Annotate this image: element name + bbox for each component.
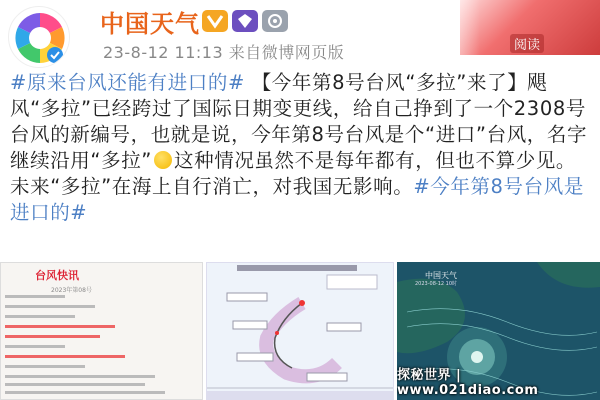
bulletin-title: 台风快讯 — [35, 269, 79, 282]
post-body-part1: 【今年第8号台风“多拉”来了】飓风“多拉”已经跨过了国际日期变更线，给自己挣到了一个2308号台风的新编号，也就是说，今年第8号台风是个“进口”台风，名字继续沿用“多拉” — [10, 71, 588, 172]
post-body-part2: 这种情况虽然不是每年都有，但也不算少见。未来“多拉”在海上自行消亡，对我国无影响。 — [10, 149, 577, 198]
read-count-label: 阅读 — [510, 34, 544, 53]
post-text — [10, 70, 595, 226]
post-image-bulletin[interactable] — [0, 262, 203, 400]
post-header — [0, 0, 600, 70]
post-meta: 23-8-12 11:13 来自微博网页版 — [103, 43, 345, 62]
user-name[interactable]: 中国天气 — [100, 10, 200, 38]
satellite-date: 2023-08-12 10时 — [415, 281, 458, 287]
site-watermark: 探秘世界 | www.021diao.com — [397, 368, 539, 398]
avatar[interactable] — [8, 6, 70, 68]
bulletin-subtitle: 2023年第08号 — [51, 287, 92, 294]
china-weather-logo-icon — [9, 7, 70, 68]
typhoon-track-map — [207, 263, 394, 400]
v-badge-icon[interactable] — [202, 10, 228, 32]
smiley-emoji-icon — [154, 151, 172, 169]
post-image-satellite[interactable] — [397, 262, 600, 400]
hashtag-link[interactable]: #原来台风还能有进口的# — [10, 71, 245, 94]
post-image-track-map[interactable] — [206, 262, 394, 400]
satellite-label: 中国天气 — [425, 271, 457, 280]
vip-badge-icon[interactable] — [232, 10, 258, 32]
user-badges — [202, 10, 288, 32]
level-badge-icon[interactable] — [262, 10, 288, 32]
hashtag-link[interactable]: #今年第8号台风是进口的# — [10, 175, 584, 224]
